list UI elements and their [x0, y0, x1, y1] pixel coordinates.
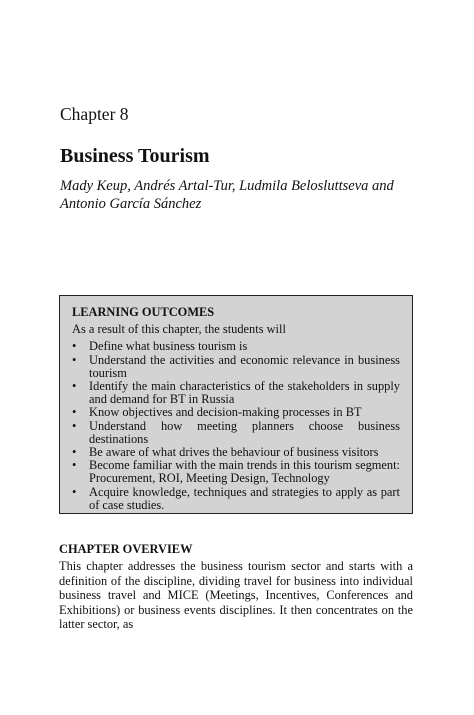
list-item-text: Understand how meeting planners choose business destinations — [89, 418, 400, 446]
bullet-icon: • — [72, 418, 77, 433]
list-item-text: Define what business tourism is — [89, 339, 248, 354]
bullet-icon: • — [72, 445, 77, 460]
learning-outcomes-box — [59, 295, 413, 514]
list-item — [72, 459, 400, 485]
list-item — [72, 380, 400, 406]
list-item — [72, 486, 400, 512]
list-item-text: Be aware of what drives the behaviour of business visitors — [89, 445, 379, 460]
learning-outcomes-intro: As a result of this chapter, the students will — [72, 322, 286, 337]
bullet-icon: • — [72, 352, 77, 367]
chapter-overview-paragraph: This chapter addresses the business tourism sector and starts with a definition of the discipline, dividing travel for business into individual business travel and MICE (Meetings, Incentives, Conferences and Exhibitions) or business events disciplines. It then concentrates on the latter sector, as — [59, 559, 413, 632]
chapter-title: Business Tourism — [60, 145, 210, 167]
list-item-text: Understand the activities and economic relevance in business tourism — [89, 352, 400, 380]
list-item-text: Become familiar with the main trends in this tourism segment: Procurement, ROI, Meeting Design, Technology — [89, 458, 400, 486]
bullet-icon: • — [72, 339, 77, 354]
bullet-icon: • — [72, 484, 77, 499]
chapter-authors: Mady Keup, Andrés Artal-Tur, Ludmila Belosluttseva and Antonio García Sánchez — [60, 178, 394, 212]
list-item-text: Acquire knowledge, techniques and strategies to apply as part of case studies. — [89, 484, 400, 512]
list-item — [72, 420, 400, 446]
list-item-text: Identify the main characteristics of the stakeholders in supply and demand for BT in Russia — [89, 379, 400, 407]
chapter-label: Chapter 8 — [60, 104, 129, 124]
list-item-text: Know objectives and decision-making processes in BT — [89, 405, 362, 420]
bullet-icon: • — [72, 379, 77, 394]
list-item — [72, 354, 400, 380]
learning-outcomes-heading: LEARNING OUTCOMES — [72, 305, 215, 319]
bullet-icon: • — [72, 458, 77, 473]
chapter-overview-heading: CHAPTER OVERVIEW — [59, 542, 193, 556]
bullet-icon: • — [72, 405, 77, 420]
learning-outcomes-list — [72, 340, 400, 512]
